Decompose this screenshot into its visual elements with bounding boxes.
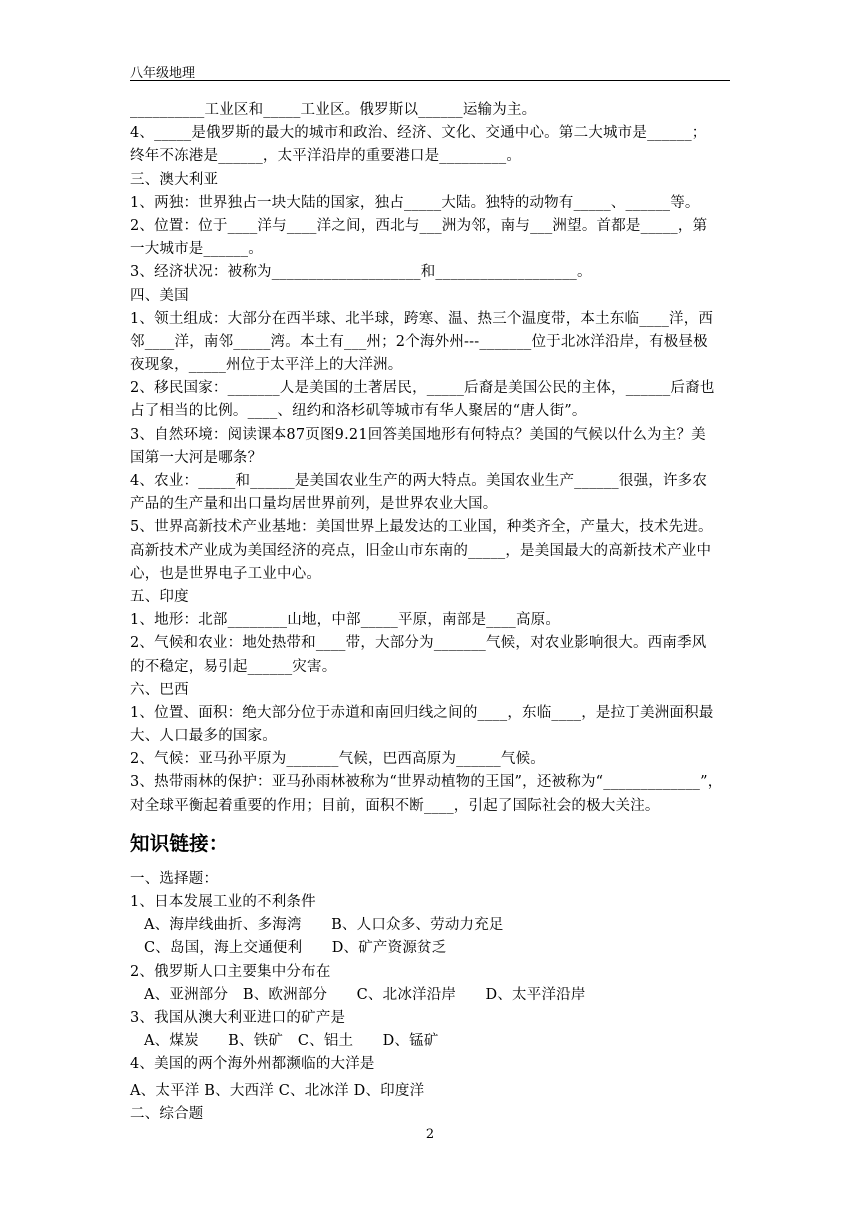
text-line: 1、地形：北部________山地，中部_____平原，南部是____高原。 xyxy=(130,612,561,629)
page-header-title: 八年级地理 xyxy=(130,66,196,81)
choice-section-title: 一、选择题： xyxy=(130,870,219,887)
text-line: 高新技术产业成为美国经济的亮点，旧金山市东南的_____，是美国最大的高新技术产业中 xyxy=(130,542,712,559)
text-line: 2、移民国家：_______人是美国的土著居民，_____后裔是美国公民的主体，______后裔也 xyxy=(130,380,715,397)
section-heading: 三、澳大利亚 xyxy=(130,171,219,188)
text-line: 3、经济状况：被称为____________________和___________________。 xyxy=(130,264,592,281)
text-line: 占了相当的比例。____、纽约和洛杉矶等城市有华人聚居的“唐人街”。 xyxy=(130,403,587,420)
text-line: 终年不冻港是______，太平洋沿岸的重要港口是_________。 xyxy=(130,148,522,165)
text-line: 对全球平衡起着重要的作用；目前，面积不断____，引起了国际社会的极大关注。 xyxy=(130,797,660,814)
text-line: 1、位置、面积：绝大部分位于赤道和南回归线之间的____，东临____，是拉丁美洲面积最 xyxy=(130,704,714,721)
question-2: 2、俄罗斯人口主要集中分布在 xyxy=(130,963,331,980)
text-line: 夜现象，_____州位于太平洋上的大洋洲。 xyxy=(130,357,403,374)
text-line: 3、自然环境：阅读课本87页图9.21回答美国地形有何特点？美国的气候以什么为主？美 xyxy=(130,426,706,443)
text-line: 4、_____是俄罗斯的最大的城市和政治、经济、文化、交通中心。第二大城市是______； xyxy=(130,125,707,142)
question-1-options-a: A、海岸线曲折、多海湾 B、人口众多、劳动力充足 xyxy=(144,917,504,934)
section-heading: 四、美国 xyxy=(130,287,189,304)
question-3: 3、我国从澳大利亚进口的矿产是 xyxy=(130,1009,346,1026)
text-line: 1、两独：世界独占一块大陆的国家，独占_____大陆。独特的动物有_____、______等。 xyxy=(130,194,700,211)
document-body xyxy=(130,99,736,1126)
text-line: __________工业区和_____工业区。俄罗斯以______运输为主。 xyxy=(130,102,537,118)
knowledge-link-heading: 知识链接： xyxy=(130,831,229,855)
question-1: 1、日本发展工业的不利条件 xyxy=(130,894,316,910)
text-line: 2、位置：位于____洋与____洋之间，西北与___洲为邻，南与___洲望。首都是_____，第 xyxy=(130,217,708,234)
question-4: 4、美国的两个海外州都濒临的大洋是 xyxy=(130,1056,375,1073)
text-line: 一大城市是______。 xyxy=(130,241,263,258)
text-line: 3、热带雨林的保护：亚马孙雨林被称为“世界动植物的王国”，还被称为“_____________”， xyxy=(130,774,723,791)
text-line: 国第一大河是哪条？ xyxy=(130,449,263,466)
question-2-options: A、亚洲部分 B、欧洲部分 C、北冰洋沿岸 D、太平洋沿岸 xyxy=(144,986,586,1003)
text-line: 5、世界高新技术产业基地：美国世界上最发达的工业国，种类齐全，产量大，技术先进。 xyxy=(130,519,713,536)
page-number: 2 xyxy=(425,1127,435,1142)
section-heading: 六、巴西 xyxy=(130,681,189,698)
question-4-options: A、太平洋 B、大西洋 C、北冰洋 D、印度洋 xyxy=(130,1082,425,1099)
text-line: 1、领土组成：大部分在西半球、北半球，跨寒、温、热三个温度带，本土东临____洋，西 xyxy=(130,310,714,327)
question-3-options: A、煤炭 B、铁矿 C、铝土 D、锰矿 xyxy=(144,1033,439,1050)
text-line: 心，也是世界电子工业中心。 xyxy=(130,565,322,582)
text-line: 2、气候：亚马孙平原为_______气候，巴西高原为______气候。 xyxy=(130,751,545,768)
text-line: 大、人口最多的国家。 xyxy=(130,728,277,745)
text-line: 2、气候和农业：地处热带和____带，大部分为_______气候，对农业影响很大。西南季风 xyxy=(130,635,707,652)
section-heading: 五、印度 xyxy=(130,588,189,605)
text-line: 邻____洋，南邻_____湾。本土有___州；2个海外州---_______位于北冰洋沿岸，有极昼极 xyxy=(130,333,708,350)
question-1-options-b: C、岛国，海上交通便利 D、矿产资源贫乏 xyxy=(144,940,447,957)
comprehensive-section-title: 二、综合题 xyxy=(130,1105,204,1122)
text-line: 4、农业：_____和______是美国农业生产的两大特点。美国农业生产______很强，许多农 xyxy=(130,473,708,489)
text-line: 产品的生产量和出口量均居世界前列，是世界农业大国。 xyxy=(130,496,498,513)
header-divider xyxy=(130,80,730,81)
text-line: 的不稳定，易引起______灾害。 xyxy=(130,658,337,675)
